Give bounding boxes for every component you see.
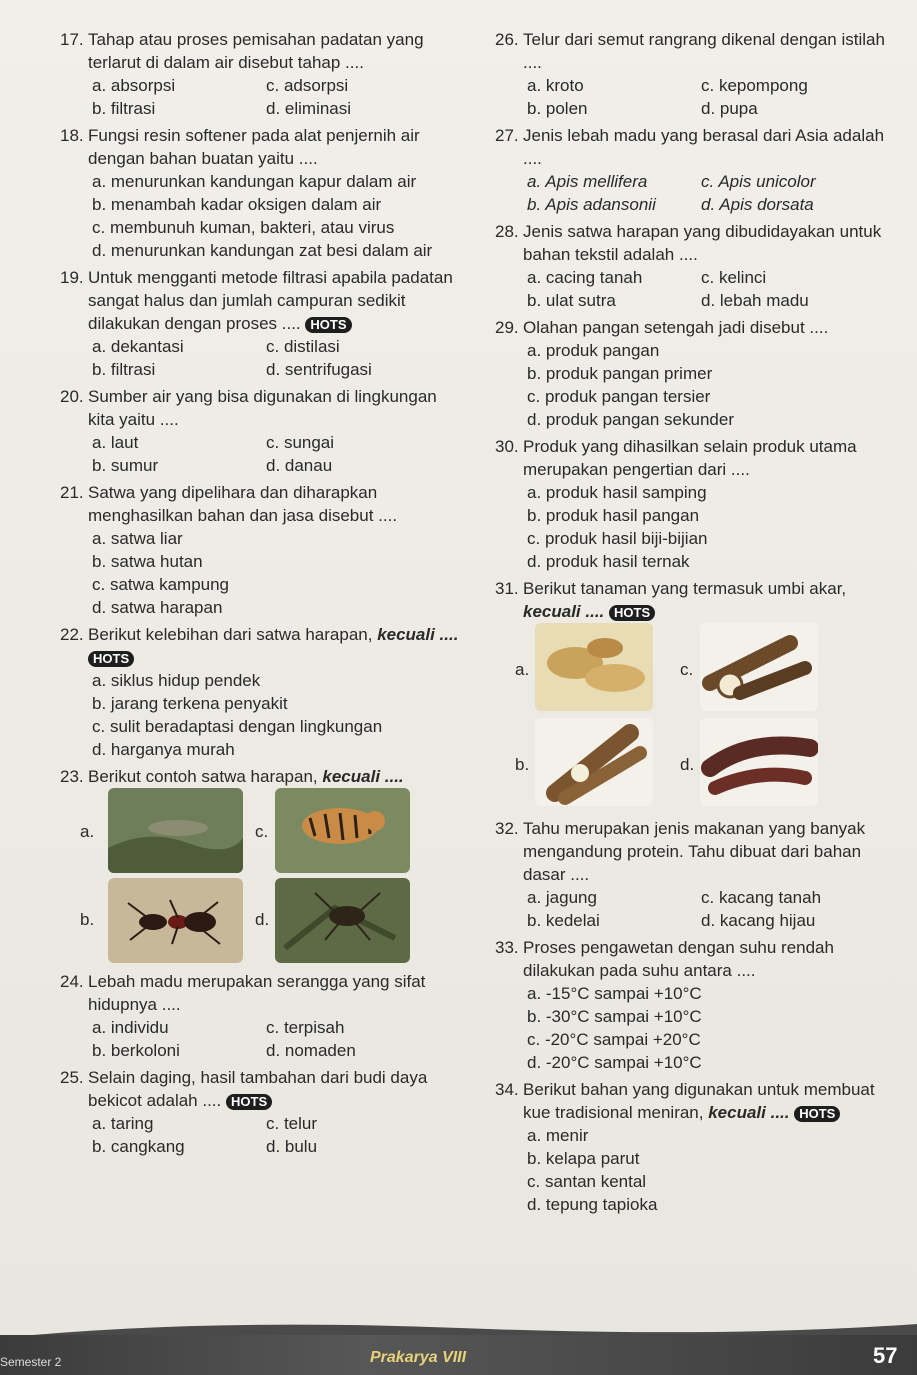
option-a[interactable]: a. absorpsi: [92, 76, 176, 95]
question-text: Fungsi resin softener pada alat penjernih air dengan bahan buatan yaitu ....: [88, 126, 420, 168]
option-b[interactable]: b. polen: [527, 99, 588, 118]
option-d[interactable]: d. produk hasil ternak: [527, 552, 690, 571]
option-b-image[interactable]: [535, 718, 653, 806]
option-b[interactable]: b. kelapa parut: [527, 1149, 640, 1168]
option-b[interactable]: b. menambah kadar oksigen dalam air: [92, 195, 382, 214]
option-b[interactable]: b. -30°C sampai +10°C: [527, 1007, 702, 1026]
option-a[interactable]: a. siklus hidup pendek: [92, 671, 261, 690]
page-number: 57: [873, 1343, 898, 1368]
question-number: 27.: [495, 126, 519, 145]
question-text: Berikut kelebihan dari satwa harapan,: [88, 625, 373, 644]
option-d[interactable]: d. eliminasi: [266, 99, 352, 118]
option-c-label[interactable]: c.: [680, 660, 694, 679]
option-a[interactable]: a. kroto: [527, 76, 584, 95]
question-number: 33.: [495, 938, 519, 957]
option-d-image[interactable]: [700, 718, 818, 806]
option-c[interactable]: c. santan kental: [527, 1172, 647, 1191]
option-d[interactable]: d. lebah madu: [701, 291, 809, 310]
option-a-label[interactable]: a.: [80, 822, 95, 841]
question-number: 30.: [495, 437, 519, 456]
option-c[interactable]: c. kelinci: [701, 268, 767, 287]
image-options: [80, 788, 460, 966]
question-32: [495, 817, 895, 932]
option-d[interactable]: d. -20°C sampai +10°C: [527, 1053, 702, 1072]
option-b[interactable]: b. Apis adansonii: [527, 195, 656, 214]
option-d[interactable]: d. bulu: [266, 1137, 318, 1156]
footer-title: Prakarya VIII: [370, 1349, 467, 1366]
question-text: Satwa yang dipelihara dan diharapkan menghasilkan bahan dan jasa disebut ....: [88, 483, 398, 525]
option-c-label[interactable]: c.: [255, 822, 269, 841]
question-text: Untuk mengganti metode filtrasi apabila padatan sangat halus dan jumlah campuran sedikit dilakukan dengan proses ....: [88, 268, 453, 333]
question-number: 21.: [60, 483, 84, 502]
option-a[interactable]: a. jagung: [527, 888, 597, 907]
option-a[interactable]: a. -15°C sampai +10°C: [527, 984, 702, 1003]
option-c-image[interactable]: [275, 788, 410, 873]
option-d-label[interactable]: d.: [680, 755, 695, 774]
option-a[interactable]: a. produk pangan: [527, 341, 660, 360]
right-column: [495, 28, 895, 1220]
question-28: [495, 220, 895, 312]
option-c-image[interactable]: [700, 623, 818, 711]
option-c[interactable]: c. distilasi: [266, 337, 340, 356]
question-31: [495, 577, 895, 813]
question-text: Jenis satwa harapan yang dibudidayakan untuk bahan tekstil adalah ....: [523, 222, 882, 264]
option-a-image[interactable]: [535, 623, 653, 711]
option-c[interactable]: c. satwa kampung: [92, 575, 230, 594]
question-number: 26.: [495, 30, 519, 49]
question-text: Produk yang dihasilkan selain produk utama merupakan pengertian dari ....: [523, 437, 857, 479]
option-d[interactable]: d. nomaden: [266, 1041, 356, 1060]
option-c[interactable]: c. Apis unicolor: [701, 172, 816, 191]
option-b-label[interactable]: b.: [515, 755, 530, 774]
option-d-label[interactable]: d.: [255, 910, 270, 929]
option-a[interactable]: a. dekantasi: [92, 337, 184, 356]
question-number: 32.: [495, 819, 519, 838]
question-number: 34.: [495, 1080, 519, 1099]
cassava-cut-photo-icon: [535, 718, 653, 806]
question-25: [60, 1066, 460, 1158]
option-a[interactable]: a. menurunkan kandungan kapur dalam air: [92, 172, 417, 191]
option-a[interactable]: a. satwa liar: [92, 529, 183, 548]
animal-photo-a: [108, 788, 243, 873]
option-b[interactable]: b. jarang terkena penyakit: [92, 694, 288, 713]
hots-badge: HOTS: [226, 1094, 272, 1110]
tiger-photo-icon: [275, 788, 410, 873]
question-18: [60, 124, 460, 262]
option-c[interactable]: c. adsorpsi: [266, 76, 349, 95]
option-d[interactable]: d. produk pangan sekunder: [527, 410, 734, 429]
question-34: [495, 1078, 895, 1216]
question-text: Sumber air yang bisa digunakan di lingkungan kita yaitu ....: [88, 387, 437, 429]
option-d[interactable]: d. pupa: [701, 99, 758, 118]
option-c[interactable]: c. sungai: [266, 433, 335, 452]
sweet-potato-photo-icon: [700, 718, 818, 806]
question-number: 20.: [60, 387, 84, 406]
option-a[interactable]: a. Apis mellifera: [527, 172, 648, 191]
question-number: 25.: [60, 1068, 84, 1087]
option-d[interactable]: d. sentrifugasi: [266, 360, 372, 379]
question-number: 23.: [60, 767, 84, 786]
option-d[interactable]: d. tepung tapioka: [527, 1195, 658, 1214]
question-19: [60, 266, 460, 381]
question-22: [60, 623, 460, 761]
insect-photo-icon: [275, 878, 410, 963]
option-c[interactable]: c. terpisah: [266, 1018, 345, 1037]
option-d-image[interactable]: [275, 878, 410, 963]
ant-photo-icon: [108, 878, 243, 963]
option-c[interactable]: c. kepompong: [701, 76, 808, 95]
option-a[interactable]: a. produk hasil samping: [527, 483, 707, 502]
question-24: [60, 970, 460, 1062]
left-column: [60, 28, 460, 1162]
option-a[interactable]: a. taring: [92, 1114, 154, 1133]
question-17: [60, 28, 460, 120]
question-30: [495, 435, 895, 573]
question-23: [60, 765, 460, 966]
option-a[interactable]: a. individu: [92, 1018, 169, 1037]
option-a[interactable]: a. laut: [92, 433, 139, 452]
question-number: 29.: [495, 318, 519, 337]
option-b[interactable]: b. filtrasi: [92, 360, 156, 379]
question-text: Berikut contoh satwa harapan,: [88, 767, 318, 786]
semester-label: Semester 2: [0, 1355, 62, 1369]
option-d[interactable]: d. harganya murah: [92, 740, 235, 759]
option-c[interactable]: c. kacang tanah: [701, 888, 822, 907]
option-c[interactable]: c. -20°C sampai +20°C: [527, 1030, 701, 1049]
kecuali-label: kecuali ....: [523, 602, 605, 621]
question-text: Olahan pangan setengah jadi disebut ....: [523, 318, 829, 337]
hots-badge: HOTS: [305, 317, 351, 333]
question-number: 19.: [60, 268, 84, 287]
option-a[interactable]: a. menir: [527, 1126, 589, 1145]
option-a-label[interactable]: a.: [515, 660, 530, 679]
option-b-label[interactable]: b.: [80, 910, 95, 929]
question-number: 22.: [60, 625, 84, 644]
question-21: [60, 481, 460, 619]
question-number: 18.: [60, 126, 84, 145]
question-27: [495, 124, 895, 216]
option-b[interactable]: b. ulat sutra: [527, 291, 616, 310]
option-b[interactable]: b. produk hasil pangan: [527, 506, 700, 525]
option-b[interactable]: b. filtrasi: [92, 99, 156, 118]
option-b[interactable]: b. produk pangan primer: [527, 364, 713, 383]
question-text: Lebah madu merupakan serangga yang sifat hidupnya ....: [88, 972, 426, 1014]
hots-badge: HOTS: [609, 605, 655, 621]
question-number: 17.: [60, 30, 84, 49]
question-29: [495, 316, 895, 431]
kecuali-label: kecuali ....: [708, 1103, 790, 1122]
question-text: Berikut bahan yang digunakan untuk membuat kue tradisional meniran,: [523, 1080, 875, 1122]
question-text: Telur dari semut rangrang dikenal dengan istilah ....: [523, 30, 885, 72]
option-c[interactable]: c. sulit beradaptasi dengan lingkungan: [92, 717, 383, 736]
option-d[interactable]: d. menurunkan kandungan zat besi dalam air: [92, 241, 433, 260]
option-a[interactable]: a. cacing tanah: [527, 268, 643, 287]
question-20: [60, 385, 460, 477]
question-number: 28.: [495, 222, 519, 241]
option-d[interactable]: d. Apis dorsata: [701, 195, 814, 214]
question-text: Tahu merupakan jenis makanan yang banyak mengandung protein. Tahu dibuat dari bahan dasar ....: [523, 819, 866, 884]
option-a-image[interactable]: [108, 788, 243, 873]
option-b-image[interactable]: [108, 878, 243, 963]
question-33: [495, 936, 895, 1074]
question-text: Proses pengawetan dengan suhu rendah dilakukan pada suhu antara ....: [523, 938, 834, 980]
question-number: 31.: [495, 579, 519, 598]
question-text: Tahap atau proses pemisahan padatan yang terlarut di dalam air disebut tahap ....: [88, 30, 424, 72]
question-26: [495, 28, 895, 120]
option-b[interactable]: b. cangkang: [92, 1137, 185, 1156]
page-footer: [0, 1335, 917, 1375]
option-b[interactable]: b. sumur: [92, 456, 159, 475]
option-c[interactable]: c. membunuh kuman, bakteri, atau virus: [92, 218, 395, 237]
option-c[interactable]: c. telur: [266, 1114, 318, 1133]
kecuali-label: kecuali ....: [322, 767, 404, 786]
kecuali-label: kecuali ....: [377, 625, 459, 644]
question-text: Berikut tanaman yang termasuk umbi akar,: [523, 579, 847, 598]
option-c[interactable]: c. produk hasil biji-bijian: [527, 529, 708, 548]
cassava-photo-icon: [700, 623, 818, 711]
image-options: [515, 623, 895, 813]
hots-badge: HOTS: [794, 1106, 840, 1122]
option-d[interactable]: d. satwa harapan: [92, 598, 223, 617]
option-b[interactable]: b. berkoloni: [92, 1041, 180, 1060]
option-b[interactable]: b. kedelai: [527, 911, 600, 930]
option-c[interactable]: c. produk pangan tersier: [527, 387, 711, 406]
option-d[interactable]: d. danau: [266, 456, 333, 475]
option-b[interactable]: b. satwa hutan: [92, 552, 203, 571]
question-number: 24.: [60, 972, 84, 991]
hots-badge: HOTS: [88, 651, 134, 667]
option-d[interactable]: d. kacang hijau: [701, 911, 816, 930]
ginger-photo-icon: [535, 623, 653, 711]
question-text: Jenis lebah madu yang berasal dari Asia adalah ....: [523, 126, 885, 168]
question-text: Selain daging, hasil tambahan dari budi daya bekicot adalah ....: [88, 1068, 428, 1110]
